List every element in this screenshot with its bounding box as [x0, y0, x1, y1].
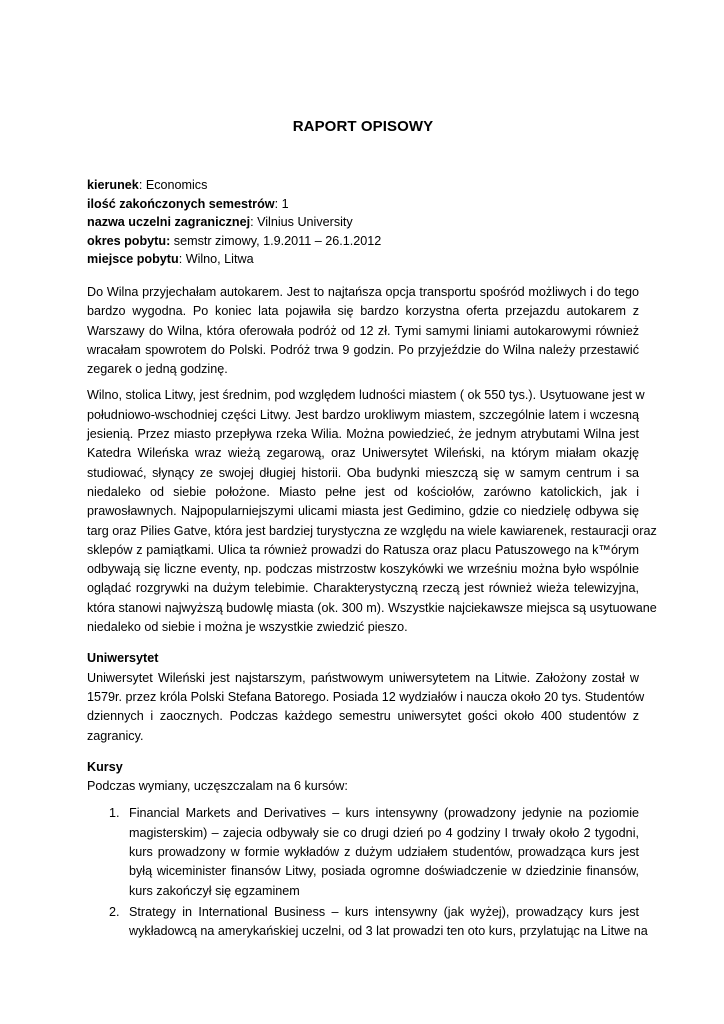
text-line: sklepów z pamiątkami. Ulica ta również prowadzi do Ratusza oraz placu Patuszowego na k™órym — [87, 542, 639, 557]
text-line: studiować, słynący ze swojej długiej historii. Oba budynki mieszczą się w samym centrum i sa — [87, 465, 639, 480]
meta-row-field-of-study — [87, 176, 639, 195]
text-line: Katedra Wileńska wraz wieżą zegarową, oraz Uniwersytet Wileński, na którym miałam okazję — [87, 446, 639, 461]
document-title: RAPORT OPISOWY — [292, 118, 434, 135]
text-line: prawosławnych. Najpopularniejszymi ulicami miasta jest Gedimino, gdzie co niedzielę odbywa się — [87, 504, 639, 519]
list-item — [87, 804, 639, 900]
meta-value: Wilno, Litwa — [185, 252, 254, 267]
meta-separator: : — [178, 252, 186, 267]
text-line: wracałam spowrotem do Polski. Podróż trwa 9 godzin. Po przyjeździe do Wilna należy przestawić — [87, 342, 639, 357]
text-line: Podczas wymiany, uczęszczalam na 6 kursów: — [87, 779, 348, 794]
text-line: południowo-wschodniej części Litwy. Jest bardzo urokliwym miastem, szczególnie latem i wczesną — [87, 407, 639, 422]
paragraph-travel — [87, 283, 639, 379]
meta-key: kierunek — [87, 178, 139, 192]
text-line: zagranicy. — [87, 728, 144, 743]
meta-value: semstr zimowy, 1.9.2011 – 26.1.2012 — [173, 233, 382, 248]
text-line: magisterskim) – zajecia odbywały sie co drugi dzień po 4 godziny I trwały około 2 tygodni, — [129, 825, 639, 840]
section-heading: Kursy — [87, 759, 123, 774]
text-line: wykładowcą na amerykańskiej uczelni, od 3 lat prowadzi ten oto kurs, przylatując na Litwe na — [129, 924, 648, 939]
section-heading: Uniwersytet — [87, 651, 159, 666]
meta-key: okres pobytu: — [87, 233, 171, 248]
meta-separator: : — [250, 215, 258, 230]
document-page — [87, 0, 657, 1024]
text-line: jesienią. Przez miasto przepływa rzeka Wilia. Można powiedzieć, że jednym atrybutami Wilna jest — [87, 427, 639, 442]
text-line: dziennych i zaocznych. Podczas każdego semestru uniwersytet gości około 400 studentów z — [87, 709, 639, 724]
text-line: 1579r. przez króla Polski Stefana Batorego. Posiada 12 wydziałów i naucza około 20 tys. Studentów — [87, 689, 645, 704]
meta-row-stay-location — [87, 250, 639, 269]
metadata-block — [87, 176, 639, 269]
text-line: niedaleko od siebie położone. Miasto pełne jest od kościołów, zarówno katolickich, jak i — [87, 484, 639, 499]
meta-row-university — [87, 213, 639, 232]
list-number: 2. — [109, 904, 120, 919]
meta-row-semesters — [87, 195, 639, 214]
meta-key: ilość zakończonych semestrów — [87, 196, 275, 211]
text-line: która stanowi najwyższą budowlę miasta (ok. 300 m). Wszystkie najciekawsze miejsca są usytuowane — [87, 600, 657, 615]
text-line: Warszawy do Wilna, która oferowała podróż od 12 zł. Tymi samymi liniami autokarowymi również — [87, 323, 639, 338]
paragraph-city — [87, 386, 657, 637]
text-line: kurs prowadzony w formie wykładów z dużym udziałem studentów, prowadząca kurs jest — [129, 845, 639, 860]
text-line: Uniwersytet Wileński jest najstarszym, państwowym uniwersytetem na Litwie. Założony został w — [87, 670, 639, 685]
meta-separator: : — [138, 178, 146, 192]
text-line: zegarek o jedną godzinę. — [87, 362, 228, 377]
course-list — [87, 804, 648, 941]
text-line: Financial Markets and Derivatives – kurs intensywny (prowadzony jedynie na poziomie — [129, 806, 639, 821]
meta-value: Economics — [145, 178, 208, 192]
section-university — [87, 649, 645, 745]
text-line: Strategy in International Business – kurs intensywny (jak wyżej), prowadzący kurs jest — [129, 904, 639, 919]
section-courses — [87, 758, 639, 797]
meta-key: miejsce pobytu — [87, 252, 179, 267]
list-item — [87, 903, 648, 942]
text-line: targ oraz Pilies Gatve, która jest bardziej turystyczna ze względu na wiele kawiarenek, restauracji oraz — [87, 523, 657, 538]
text-line: byłą wiceminister finansów Litwy, posiada ogromne doświadczenie w dziedzinie finansów, — [129, 864, 639, 879]
text-line: Do Wilna przyjechałam autokarem. Jest to najtańsza opcja transportu spośród możliwych i do tego — [87, 285, 639, 299]
meta-key: nazwa uczelni zagranicznej — [87, 215, 251, 230]
text-line: Wilno, stolica Litwy, jest średnim, pod względem ludności miastem ( ok 550 tys.). Usytuowane jest w — [87, 388, 645, 403]
meta-value: Vilnius University — [257, 215, 353, 230]
meta-value: 1 — [281, 196, 289, 211]
text-line: odbywają się liczne eventy, np. podczas mistrzostw koszykówki we wrześniu można było wspólnie — [87, 562, 639, 577]
text-line: bardzo wygodna. Po koniec lata pojawiła się bardzo korzystna oferta przejazdu autokarem z — [87, 304, 639, 319]
meta-row-stay-period — [87, 232, 639, 251]
document-body — [87, 283, 657, 944]
meta-separator: : — [274, 196, 282, 211]
text-line: kurs zakończył się egzaminem — [129, 883, 300, 898]
list-number: 1. — [109, 806, 120, 821]
text-line: niedaleko od siebie i można je wszystkie zwiedzić pieszo. — [87, 620, 408, 635]
text-line: oglądać rozgrywki na dużym telebimie. Charakterystyczną rzeczą jest również wieża telewizyjna, — [87, 581, 639, 596]
